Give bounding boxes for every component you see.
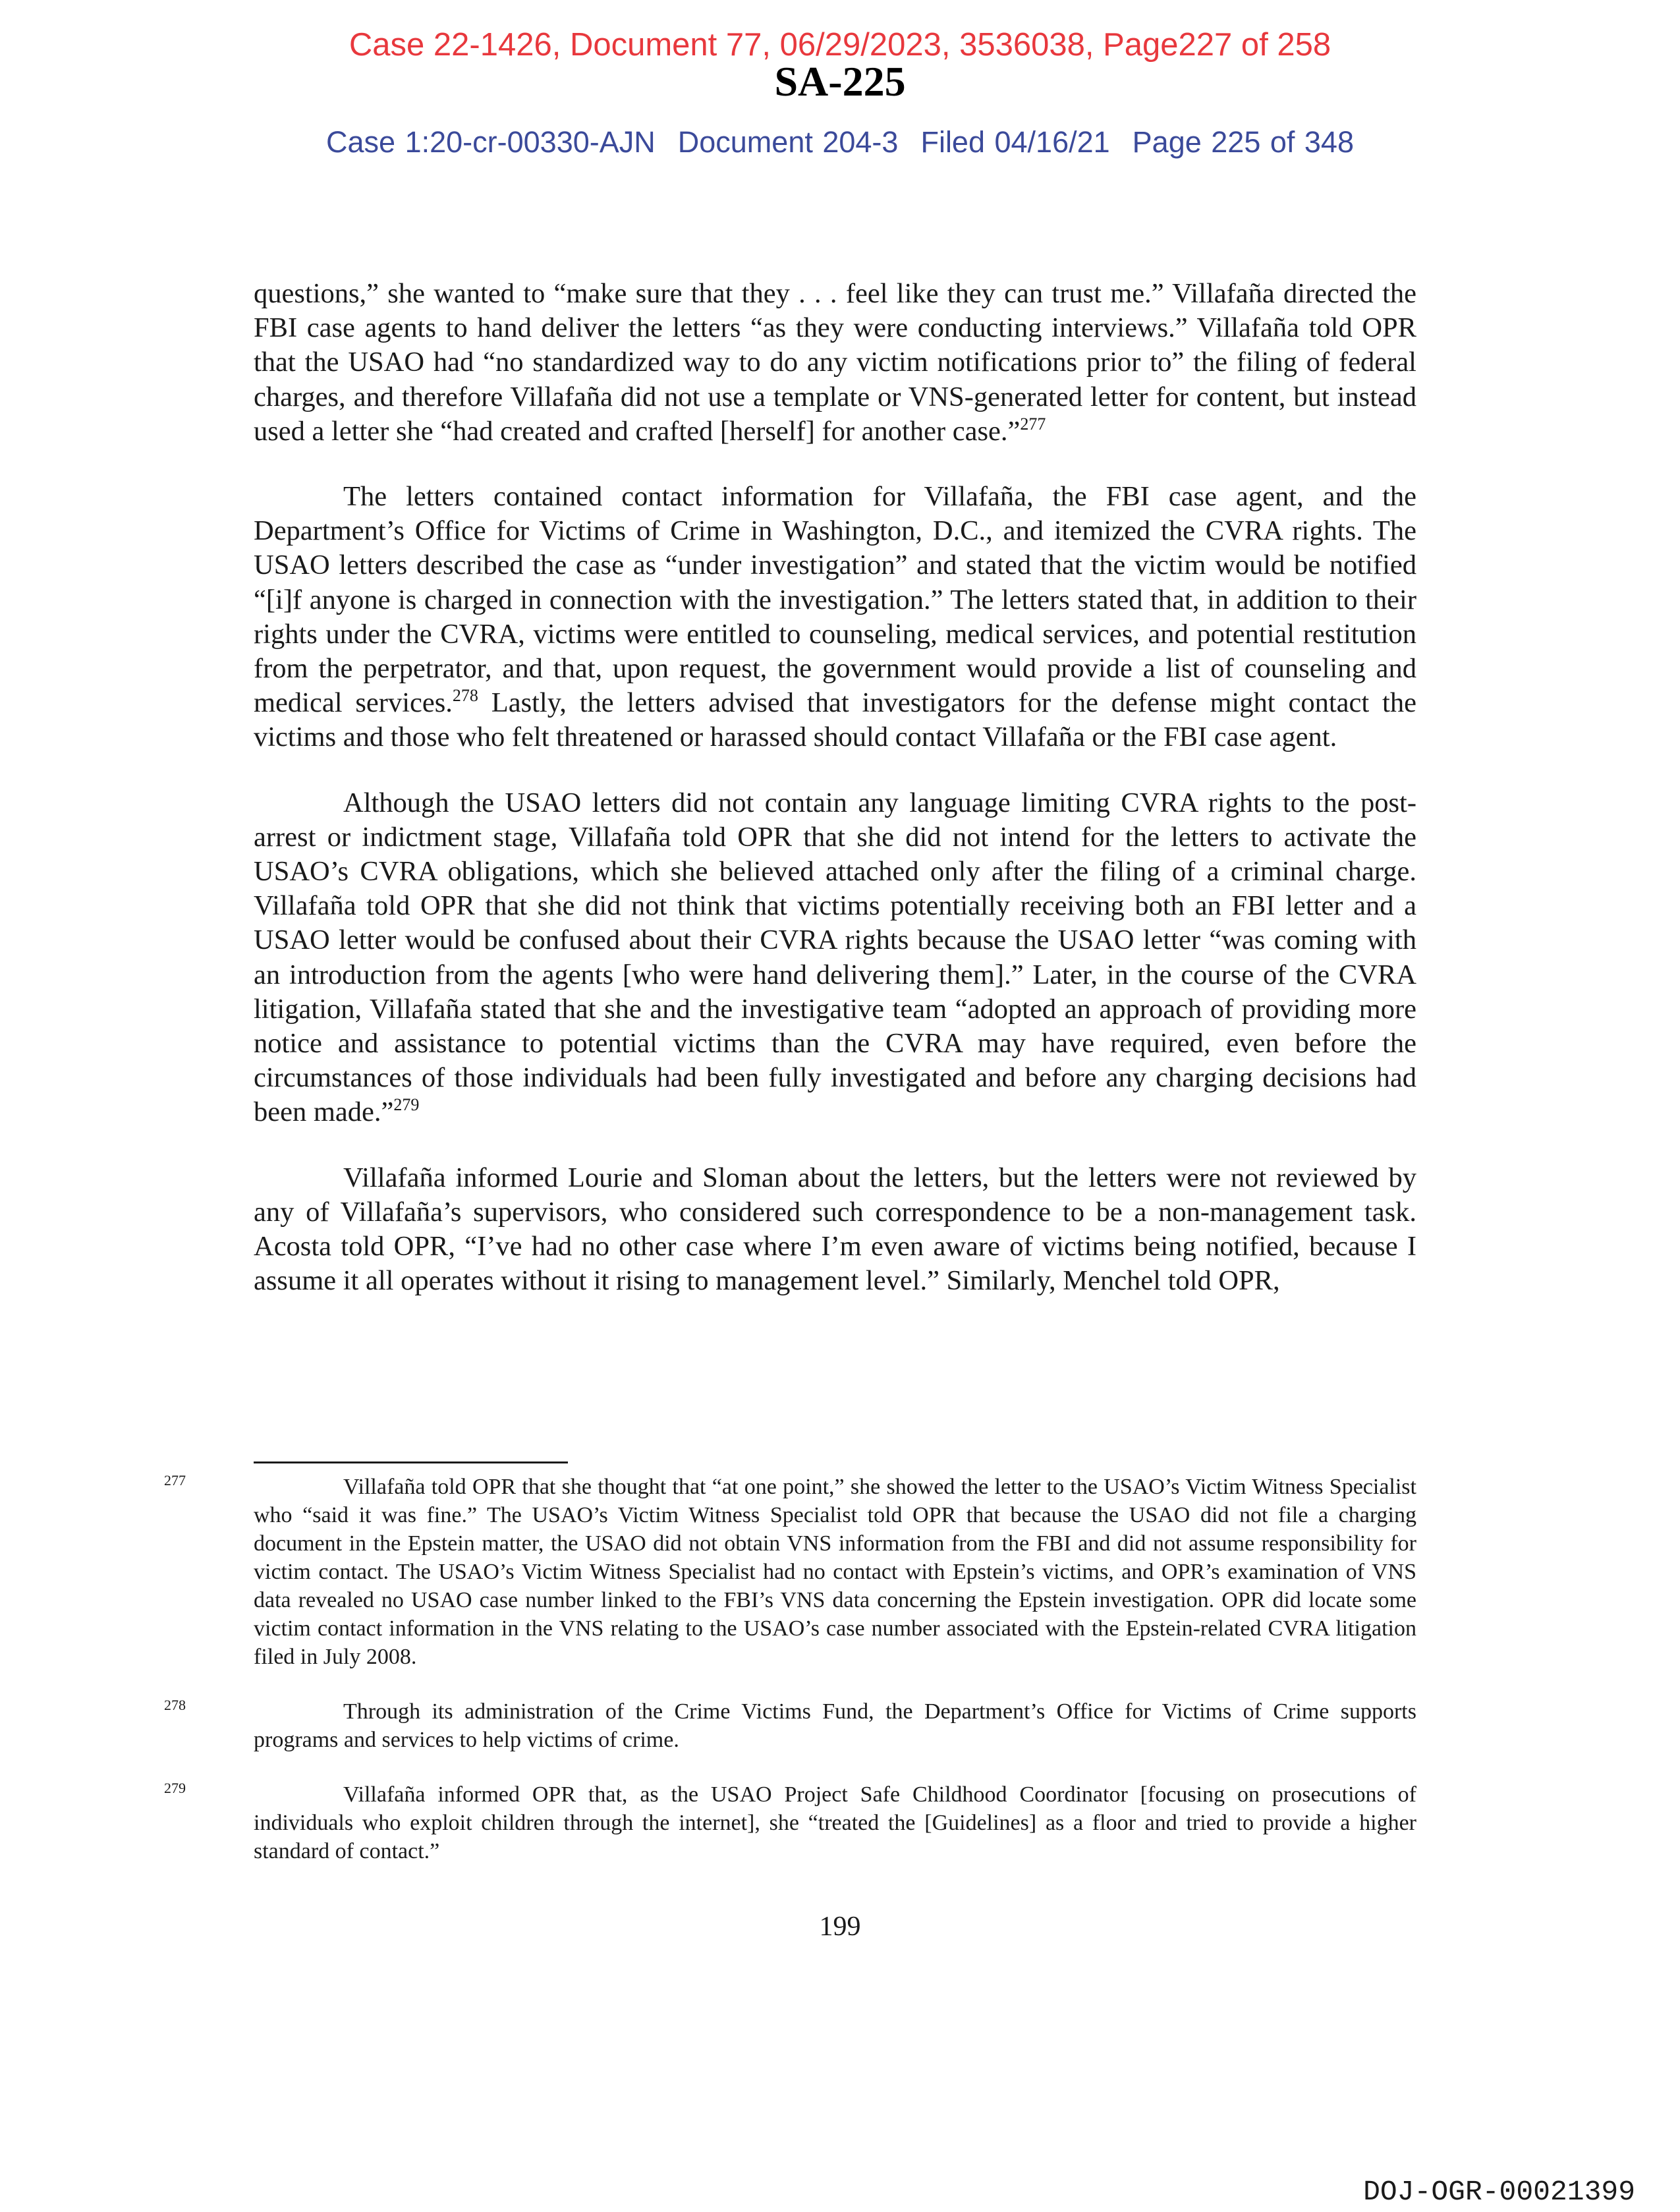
district-document-number: Document 204-3: [677, 125, 899, 159]
footnote-number: 279: [164, 1780, 186, 1796]
district-court-stamp: [0, 127, 1680, 157]
district-filed-date: Filed 04/16/21: [920, 125, 1110, 159]
bates-number: DOJ-OGR-00021399: [1363, 2176, 1635, 2208]
footnote-number: 278: [164, 1697, 186, 1713]
district-page-count: Page 225 of 348: [1132, 125, 1354, 159]
appeal-court-stamp: Case 22-1426, Document 77, 06/29/2023, 3536038, Page227 of 258: [349, 27, 1331, 63]
district-case-number: Case 1:20-cr-00330-AJN: [326, 125, 656, 159]
document-body: [254, 277, 1416, 1329]
footnote-ref-278[interactable]: 278: [452, 686, 478, 706]
footnote-separator: [254, 1461, 568, 1463]
footnote-277: 277 Villafaña told OPR that she thought that “at one point,” she showed the letter to the USAO’s Victim Witness Specialist who “said it was fine.” The USAO’s Victim Witness Specialist told OPR that because the USAO did not file a charging document in the Epstein matter, the USAO did not obtain VNS information from the FBI and did not assume responsibility for victim contact. The USAO’s Victim Witness Specialist had no contact with Epstein’s victims, and OPR’s examination of VNS data revealed no USAO case number linked to the FBI’s VNS data concerning the Epstein investigation. OPR did locate some victim contact information in the VNS relating to the USAO’s case number associated with the Epstein-related CVRA litigation filed in July 2008.: [254, 1473, 1416, 1671]
footnote-ref-279[interactable]: 279: [393, 1095, 420, 1115]
body-paragraph-2: The letters contained contact information for Villafaña, the FBI case agent, and the Department’s Office for Victims of Crime in Washington, D.C., and itemized the CVRA rights. The USAO letters described the case as “under investigation” and stated that the victim would be notified “[i]f anyone is charged in connection with the investigation.” The letters stated that, in addition to their rights under the CVRA, victims were entitled to counseling, medical services, and potential restitution from the perpetrator, and that, upon request, the government would provide a list of counseling and medical services.$^{278}$ Lastly, the letters advised that investigators for the defense might contact the victims and those who felt threatened or harassed should contact Villafaña or the FBI case agent.: [254, 481, 1416, 753]
appendix-page-label: SA-225: [774, 58, 906, 105]
footnote-278: 278 Through its administration of the Crime Victims Fund, the Department’s Office for Victims of Crime supports programs and services to help victims of crime.: [254, 1697, 1416, 1754]
page-number: 199: [819, 1912, 861, 1942]
body-paragraph-3: Although the USAO letters did not contain any language limiting CVRA rights to the post-arrest or indictment stage, Villafaña told OPR that she did not intend for the letters to activate the USAO’s CVRA obligations, which she believed attached only after the filing of a criminal charge. Villafaña told OPR that she did not think that victims potentially receiving both an FBI letter and a USAO letter would be confused about their CVRA rights because the USAO letter “was coming with an introduction from the agents [who were hand delivering them].” Later, in the course of the CVRA litigation, Villafaña stated that she and the investigative team “adopted an approach of providing more notice and assistance to potential victims than the CVRA may have required, even before the circumstances of those individuals had been fully investigated and before any charging decisions had been made.”$^{279}$: [254, 787, 1416, 1128]
body-paragraph-1: questions,” she wanted to “make sure that they . . . feel like they can trust me.” Villafaña directed the FBI case agents to hand deliver the letters “as they were conducting interviews.” Villafaña told OPR that the USAO had “no standardized way to do any victim notifications prior to” the filing of federal charges, and therefore Villafaña did not use a template or VNS-generated letter for content, but instead used a letter she “had created and crafted [herself] for another case.”$^{277}$: [254, 278, 1416, 447]
body-paragraph-4: Villafaña informed Lourie and Sloman about the letters, but the letters were not reviewed by any of Villafaña’s supervisors, who considered such correspondence to be a non-management task. Acosta told OPR, “I’ve had no other case where I’m even aware of victims being notified, because I assume it all operates without it rising to management level.” Similarly, Menchel told OPR,: [254, 1162, 1416, 1297]
footnotes-section: [164, 1472, 1416, 1892]
footnote-ref-277[interactable]: 277: [1020, 414, 1046, 434]
footnote-279: 279 Villafaña informed OPR that, as the USAO Project Safe Childhood Coordinator [focusing on prosecutions of individuals who exploit children through the internet], she “treated the [Guidelines] as a floor and tried to provide a higher standard of contact.”: [254, 1780, 1416, 1865]
footnote-number: 277: [164, 1472, 186, 1489]
